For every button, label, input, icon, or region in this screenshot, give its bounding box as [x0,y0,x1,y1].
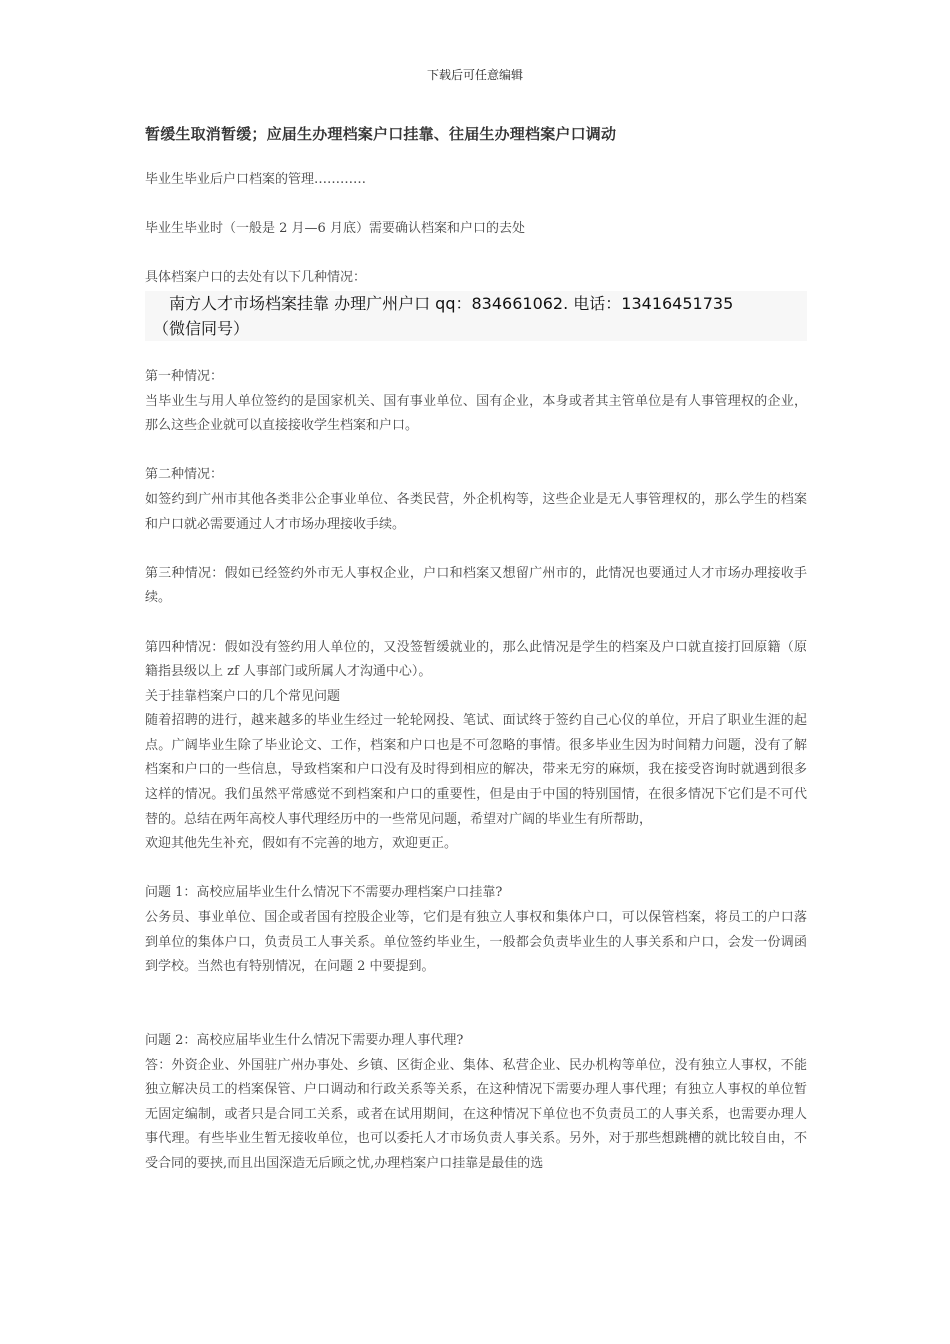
contact-highlight-box [145,291,807,341]
question-2-title: 问题 2：高校应届毕业生什么情况下需要办理人事代理? [145,1033,464,1048]
case2-text: 如签约到广州市其他各类非公企事业单位、各类民营，外企机构等，这些企业是无人事管理权的，那么学生的档案和户口就必需要通过人才市场办理接收手续。 [145,491,807,532]
case3-text: 第三种情况：假如已经签约外市无人事权企业，户口和档案又想留广州市的，此情况也要通过人才市场办理接收手续。 [145,565,807,606]
document-title: 暂缓生取消暂缓；应届生办理档案户口挂靠、往届生办理档案户口调动 [145,125,617,143]
question-2-text: 答：外资企业、外国驻广州办事处、乡镇、区街企业、集体、私营企业、民办机构等单位，没有独立人事权，不能独立解决员工的档案保管、户口调动和行政关系等关系，在这种情况下需要办理人事代理；有独立人事权的单位暂无固定编制，或者只是合同工关系，或者在试用期间，在这种情况下单位也不负责员工的人事关系，也需要办理人事代理。有些毕业生暂无接收单位，也可以委托人才市场负责人事关系。另外，对于那些想跳槽的就比较自由，不受合同的要挟,而且出国深造无后顾之忧,办理档案户口挂靠是最佳的选 [145,1057,807,1171]
question-1-text: 公务员、事业单位、国企或者国有控股企业等，它们是有独立人事权和集体户口，可以保管档案，将员工的户口落到单位的集体户口，负责员工人事关系。单位签约毕业生，一般都会负责毕业生的人事关系和户口，会发一份调函到学校。当然也有特别情况，在问题 2 中要提到。 [145,910,807,975]
contact-line-1: 南方人才市场档案挂靠 办理广州户口 qq：834661062. 电话：13416451735 [169,293,734,313]
case2-label: 第二种情况： [145,467,224,483]
document-body [145,122,807,1177]
case4-text: 第四种情况：假如没有签约用人单位的，又没签暂缓就业的，那么此情况是学生的档案及户口就直接打回原籍（原籍指县级以上 zf 人事部门或所属人才沟通中心）。 [145,639,807,680]
contact-line-2: （微信同号） [153,318,250,338]
intro-paragraph-2: 毕业生毕业时（一般是 2 月—6 月底）需要确认档案和户口的去处 [145,221,525,237]
faq-intro: 随着招聘的进行，越来越多的毕业生经过一轮轮网投、笔试、面试终于签约自己心仪的单位，开启了职业生涯的起点。广阔毕业生除了毕业论文、工作，档案和户口也是不可忽略的事情。很多毕业生因为时间精力问题，没有了解档案和户口的一些信息，导致档案和户口没有及时得到相应的解决，带来无穷的麻烦，我在接受咨询时就遇到很多这样的情况。我们虽然平常感觉不到档案和户口的重要性，但是由于中国的特别国情，在很多情况下它们是不可代替的。总结在两年高校人事代理经历中的一些常见问题，希望对广阔的毕业生有所帮助， [145,713,807,827]
faq-welcome: 欢迎其他先生补充，假如有不完善的地方，欢迎更正。 [145,836,458,852]
intro-paragraph-3: 具体档案户口的去处有以下几种情况： [145,270,367,286]
case1-label: 第一种情况： [145,368,224,384]
case1-text: 当毕业生与用人单位签约的是国家机关、国有事业单位、国有企业，本身或者其主管单位是有人事管理权的企业，那么这些企业就可以直接接收学生档案和户口。 [145,393,807,434]
header-note: 下载后可任意编辑 [426,68,523,82]
question-1-title: 问题 1：高校应届毕业生什么情况下不需要办理档案户口挂靠? [145,885,503,901]
faq-heading: 关于挂靠档案户口的几个常见问题 [145,688,341,704]
intro-paragraph-1: 毕业生毕业后户口档案的管理………… [145,172,367,187]
